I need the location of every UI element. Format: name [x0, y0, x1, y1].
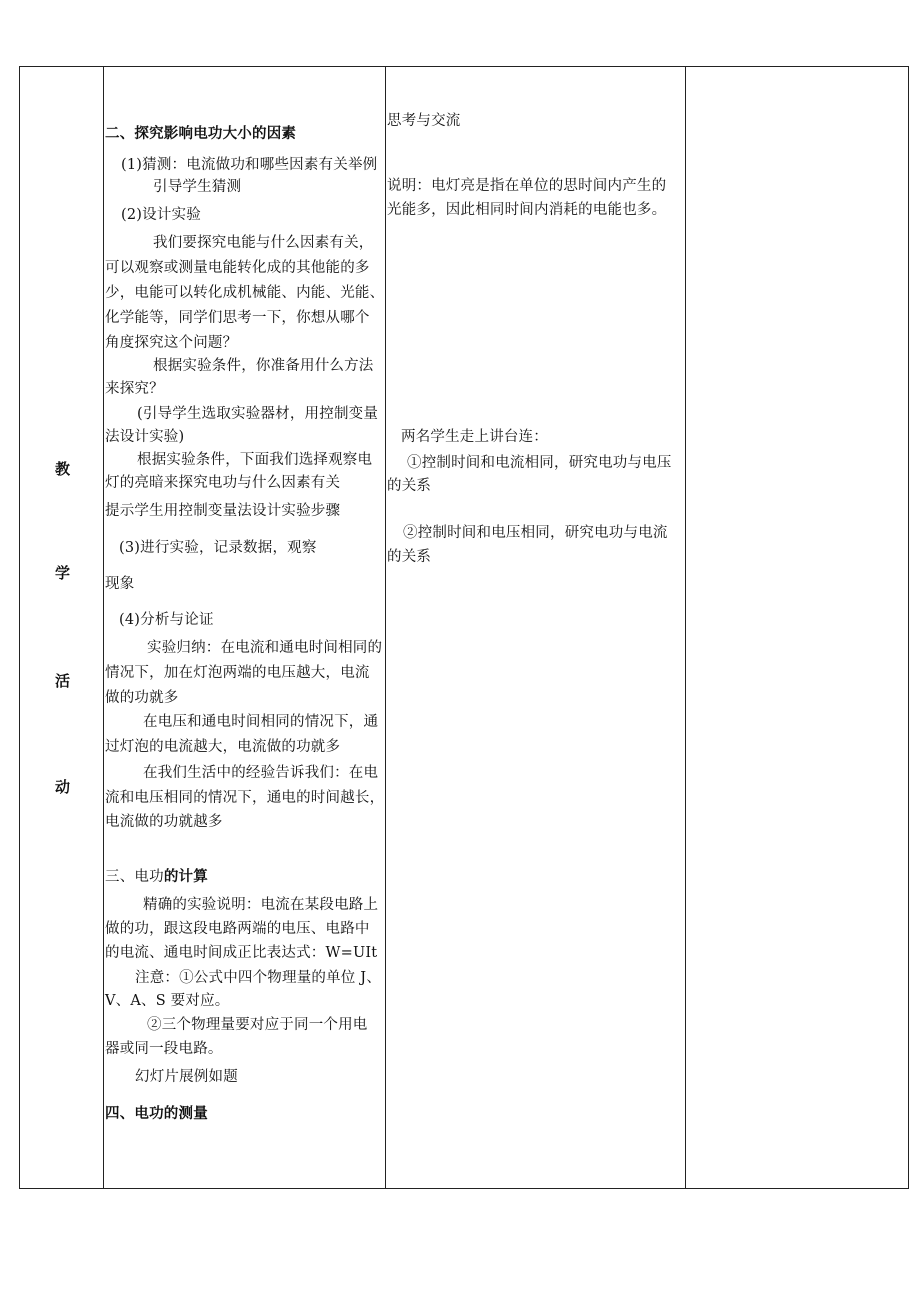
side-label-char: 学 [55, 564, 71, 582]
table-border-bottom [19, 1188, 909, 1189]
conclusion-line: 情况下，加在灯泡两端的电压越大，电流 [105, 665, 370, 681]
side-label-char: 教 [55, 460, 71, 478]
paragraph-line: (引导学生选取实验器材，用控制变量 [137, 406, 379, 422]
column-divider [685, 66, 686, 1189]
table-border-top [19, 66, 909, 67]
note-line: 器或同一段电路。 [105, 1041, 223, 1057]
paragraph-line: 灯的亮暗来探究电功与什么因素有关 [105, 475, 341, 491]
conclusion-line: 过灯泡的电流越大，电流做的功就多 [105, 739, 341, 755]
paragraph-line: 化学能等，同学们思考一下，你想从哪个 [105, 310, 370, 326]
student-line: 两名学生走上讲台连： [401, 429, 548, 445]
think-line: 思考与交流 [387, 113, 461, 129]
note-line: 注意：①公式中四个物理量的单位 J、 [135, 970, 382, 986]
student-line: ①控制时间和电流相同，研究电功与电压 [407, 455, 672, 471]
guide-line: 引导学生猜测 [153, 179, 242, 195]
student-line: ②控制时间和电压相同，研究电功与电流 [403, 525, 668, 541]
column-divider [908, 66, 909, 1189]
paragraph-line: 可以观察或测量电能转化成的其他能的多 [105, 260, 370, 276]
lesson-table [19, 66, 909, 1189]
conclusion-line: 在电压和通电时间相同的情况下，通 [143, 714, 379, 730]
paragraph-line: 根据实验条件，你准备用什么方法 [153, 358, 374, 374]
step-line: (3)进行实验，记录数据，观察 [119, 540, 317, 556]
side-label-char: 动 [55, 778, 71, 796]
side-label-char: 活 [55, 672, 71, 690]
conclusion-line: 在我们生活中的经验告诉我们：在电 [143, 765, 379, 781]
calc-line: 做的功，跟这段电路两端的电压、电路中 [105, 921, 370, 937]
paragraph-line: 我们要探究电能与什么因素有关， [153, 235, 374, 251]
conclusion-line: 做的功就多 [105, 690, 179, 706]
conclusion-line: 电流做的功就越多 [105, 814, 223, 830]
conclusion-line: 流和电压相同的情况下，通电的时间越长， [105, 790, 385, 806]
calc-line: 精确的实验说明：电流在某段电路上 [143, 897, 379, 913]
explain-line: 光能多，因此相同时间内消耗的电能也多。 [387, 202, 667, 218]
student-line: 的关系 [387, 549, 432, 565]
guess-line: (1)猜测：电流做功和哪些因素有关举例 [121, 157, 378, 173]
column-divider [19, 66, 20, 1189]
paragraph-line: 提示学生用控制变量法设计实验步骤 [105, 503, 341, 519]
column-divider [385, 66, 386, 1189]
paragraph-line: 法设计实验) [105, 429, 185, 445]
note-line: ②三个物理量要对应于同一个用电 [147, 1017, 368, 1033]
paragraph-line: 角度探究这个问题？ [105, 335, 238, 351]
heading-suffix: 的计算 [163, 868, 208, 885]
note-line: V、A、S 要对应。 [105, 993, 230, 1009]
calc-line: 的电流、通电时间成正比表达式：W=UIt [105, 945, 378, 961]
student-line: 的关系 [387, 478, 432, 494]
paragraph-line: 来探究？ [105, 381, 164, 397]
explain-line: 说明：电灯亮是指在单位的思时间内产生的 [387, 178, 667, 194]
column-divider [103, 66, 104, 1189]
heading-prefix: 三、电功 [105, 869, 164, 885]
section-heading: 二、探究影响电功大小的因素 [105, 125, 297, 142]
design-line: (2)设计实验 [121, 207, 201, 223]
conclusion-line: 实验归纳：在电流和通电时间相同的 [147, 640, 383, 656]
section-heading: 四、电功的测量 [105, 1105, 208, 1122]
step-line: (4)分析与论证 [119, 612, 214, 628]
paragraph-line: 少，电能可以转化成机械能、内能、光能、 [105, 285, 385, 301]
section-heading [105, 864, 208, 890]
paragraph-line: 根据实验条件，下面我们选择观察电 [137, 452, 373, 468]
slide-line: 幻灯片展例如题 [135, 1069, 238, 1085]
step-line: 现象 [105, 576, 135, 592]
